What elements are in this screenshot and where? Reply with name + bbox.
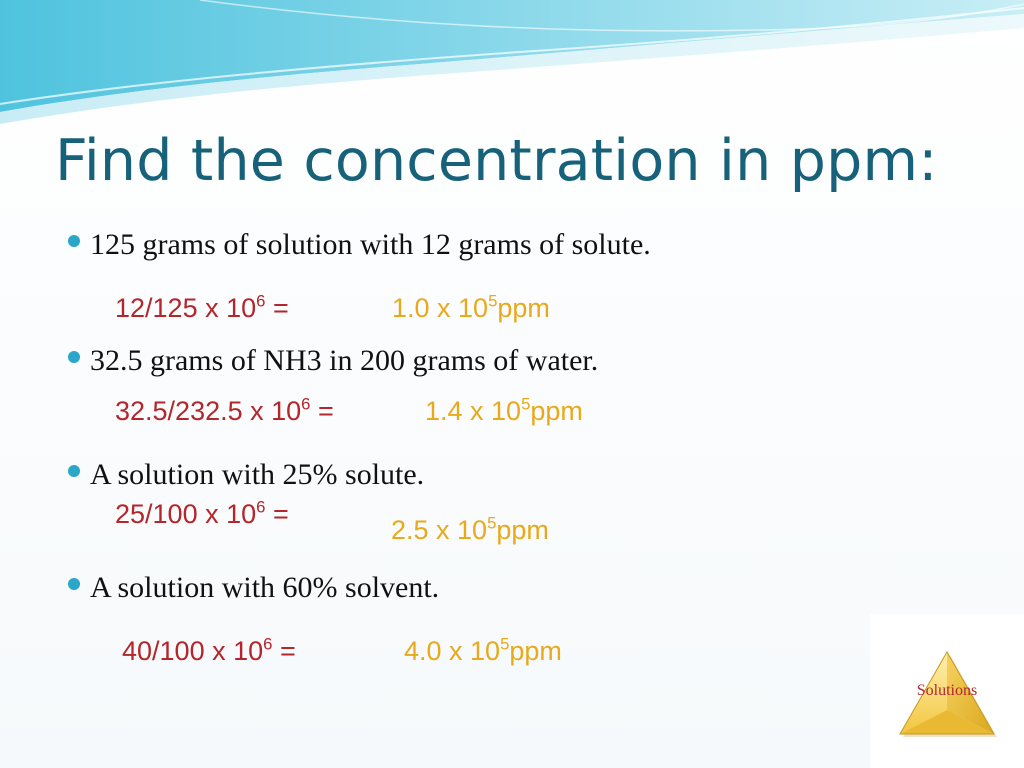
problem-3-calculation: 25/100 x $10^6$ =	[115, 497, 289, 529]
bullet-dot-icon	[68, 235, 80, 247]
problem-2-answer: 1.4 x $10^5ppm$	[425, 394, 583, 426]
solutions-label: Solutions	[916, 682, 978, 699]
problem-3-text: A solution with 25% solute.	[90, 458, 425, 491]
problem-4-text: A solution with 60% solvent.	[90, 571, 440, 604]
bullet-dot-icon	[68, 465, 80, 477]
problem-1-text: 125 grams of solution with 12 grams of solute.	[90, 228, 651, 261]
problem-3-bullet	[68, 458, 424, 492]
problem-4-answer: 4.0 x $10^5ppm$	[404, 634, 562, 666]
problem-2-calculation: 32.5/232.5 x $10^6$ =	[115, 394, 334, 426]
wave-header-decoration	[0, 0, 1024, 130]
bullet-dot-icon	[68, 351, 80, 363]
problem-1-bullet	[68, 228, 651, 262]
bullet-dot-icon	[68, 578, 80, 590]
problem-3-answer: 2.5 x $10^5ppm$	[391, 513, 549, 545]
problem-4-bullet	[68, 571, 439, 605]
problem-1-calculation: 12/125 x $10^6$ =	[115, 291, 289, 323]
problem-2-bullet	[68, 344, 598, 378]
solutions-badge[interactable]	[870, 614, 1024, 768]
problem-4-calculation: 40/100 x $10^6$ =	[122, 634, 296, 666]
slide-title: Find the concentration in ppm:	[55, 128, 938, 194]
problem-1-answer: 1.0 x $10^5ppm$	[392, 291, 550, 323]
problem-2-text: 32.5 grams of NH3 in 200 grams of water.	[90, 344, 599, 377]
